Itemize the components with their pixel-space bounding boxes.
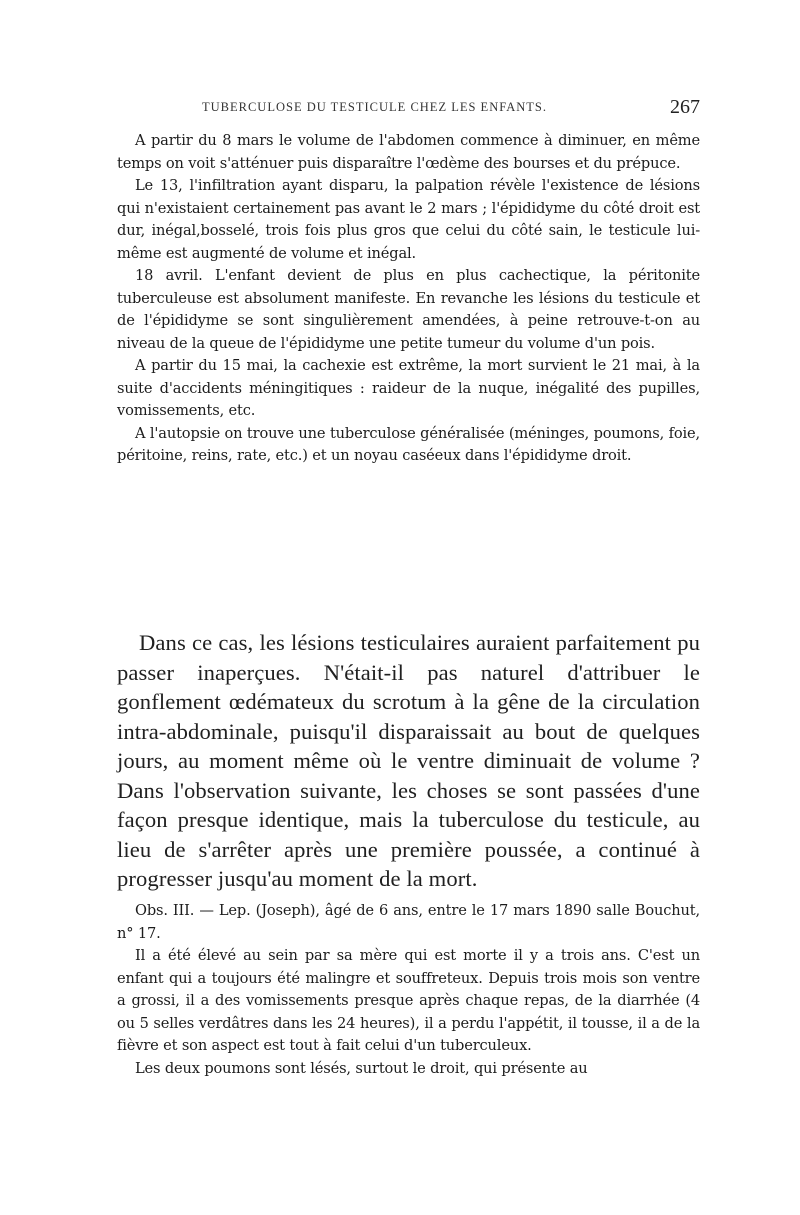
paragraph-15-mai: A partir du 15 mai, la cachexie est extrême, la mort survient le 21 mai, à la suite d'accidents méningitiques : raideur de la nuque, inégalité des pupilles, vomissements, etc. bbox=[117, 357, 700, 419]
paragraph-18-avril: 18 avril. L'enfant devient de plus en plus cachectique, la péritonite tuberculeuse est absolument manifeste. En revanche les lésions du testicule et de l'épididyme se sont singulièrement amendées, à peine retrouve-t-on au niveau de la queue de l'épididyme une petite tumeur du volume d'un pois. bbox=[117, 267, 700, 352]
paragraph-le-13: Le 13, l'infiltration ayant disparu, la palpation révèle l'existence de lésions qui n'existaient certainement pas avant le 2 mars ; l'épididyme du côté droit est dur, inégal,bosselé, trois fois plus gros que celui du côté sain, le testicule lui-même est augmenté de volume et inégal. bbox=[117, 177, 700, 262]
commentary-paragraph: Dans ce cas, les lésions testiculaires auraient parfaitement pu passer inaperçues. N'était-il pas naturel d'attribuer le gonflement œdémateux du scrotum à la gêne de la circulation intra-abdominale, puisqu'il disparaissait au bout de quelques jours, au moment même où le ventre diminuait de volume ? Dans l'observation suivante, les choses se sont passées d'une façon presque identique, mais la tuberculose du testicule, au lieu de s'arrêter après une première poussée, a continué à progresser jusqu'au moment de la mort. bbox=[117, 630, 700, 891]
observation-3-history: Il a été élevé au sein par sa mère qui est morte il y a trois ans. C'est un enfant qui a toujours été malingre et souffreteux. Depuis trois mois son ventre a grossi, il a des vomissements presque après chaque repas, de la diarrhée (4 ou 5 selles verdâtres dans les 24 heures), il a perdu l'appétit, il tousse, il a de la fièvre et son aspect est tout à fait celui d'un tuberculeux. bbox=[117, 947, 700, 1054]
paragraph-8-mars: A partir du 8 mars le volume de l'abdomen commence à diminuer, en même temps on voit s'atténuer puis disparaître l'œdème des bourses et du prépuce. bbox=[117, 132, 700, 172]
page-number: 267 bbox=[670, 96, 700, 118]
paragraph-autopsie: A l'autopsie on trouve une tuberculose généralisée (méninges, poumons, foie, péritoine, reins, rate, etc.) et un noyau caséeux dans l'épididyme droit. bbox=[117, 424, 700, 464]
commentary bbox=[117, 628, 700, 894]
observation-3 bbox=[117, 900, 700, 1080]
page-header bbox=[117, 96, 700, 120]
observation-3-lungs: Les deux poumons sont lésés, surtout le droit, qui présente au bbox=[135, 1059, 588, 1077]
observation-continued bbox=[117, 130, 700, 468]
observation-3-heading: Obs. III. — Lep. (Joseph), âgé de 6 ans, entre le 17 mars 1890 salle Bouchut, n° 17. bbox=[117, 902, 700, 942]
running-title: TUBERCULOSE DU TESTICULE CHEZ LES ENFANTS. bbox=[202, 100, 548, 114]
